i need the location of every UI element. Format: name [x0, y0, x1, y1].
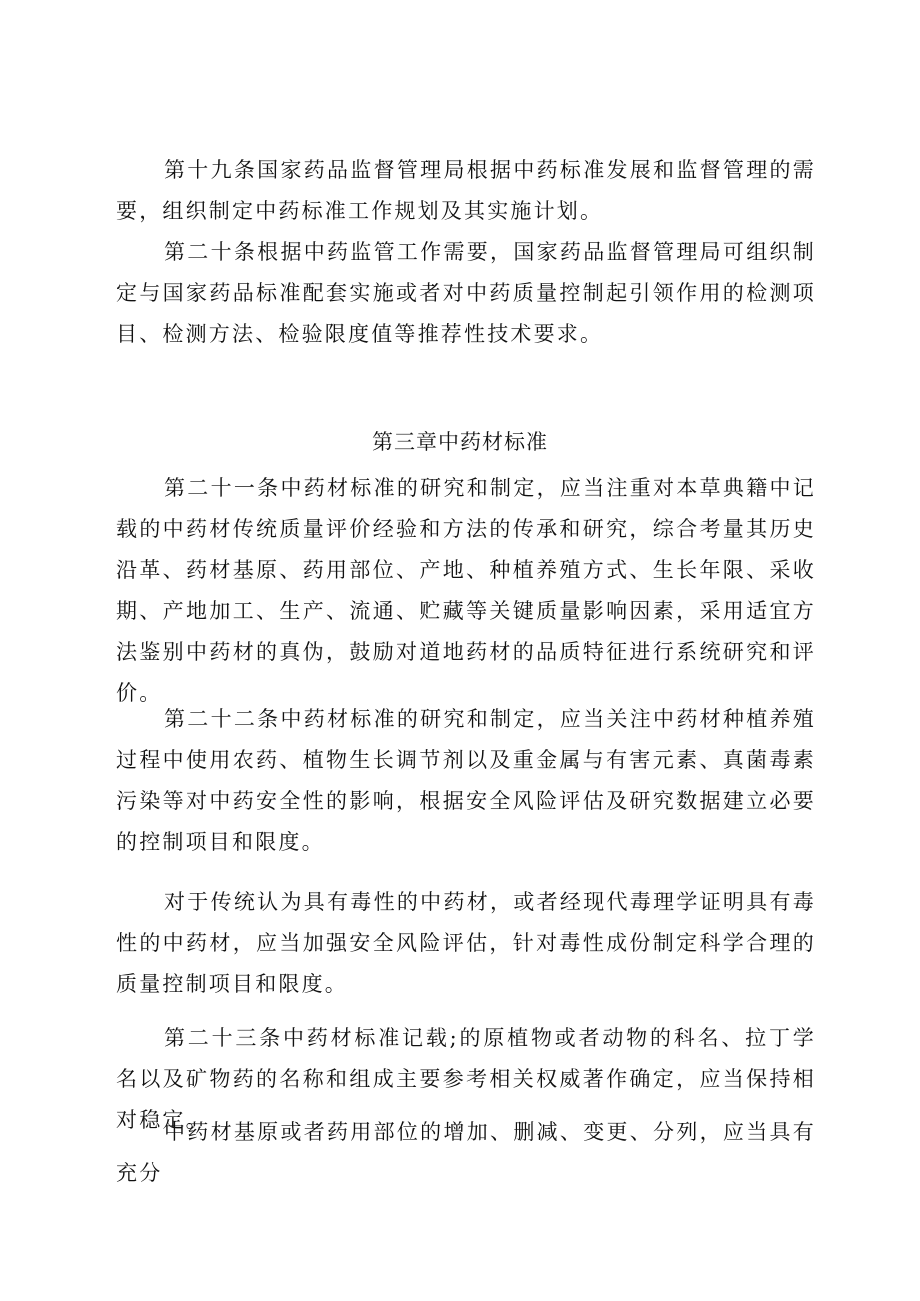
article-23-paragraph: 第二十三条中药材标准记载;的原植物或者动物的科名、拉丁学名以及矿物药的名称和组成主要参考相关权威著作确定，应当保持相对稳定。 — [116, 1026, 816, 1132]
article-20-paragraph: 第二十条根据中药监管工作需要，国家药品监督管理局可组织制定与国家药品标准配套实施或者对中药质量控制起引领作用的检测项目、检测方法、检验限度值等推荐性技术要求。 — [116, 240, 816, 346]
chapter-title: 第三章中药材标准 — [372, 430, 548, 454]
article-19-paragraph: 第十九条国家药品监督管理局根据中药标准发展和监督管理的需要，组织制定中药标准工作规划及其实施计划。 — [116, 158, 816, 223]
article-22-paragraph: 第二十二条中药材标准的研究和制定，应当关注中药材种植养殖过程中使用农药、植物生长调节剂以及重金属与有害元素、真菌毒素污染等对中药安全性的影响，根据安全风险评估及研究数据建立必要的控制项目和限度。 — [116, 707, 816, 854]
toxic-herbs-paragraph: 对于传统认为具有毒性的中药材，或者经现代毒理学证明具有毒性的中药材，应当加强安全风险评估，针对毒性成份制定科学合理的质量控制项目和限度。 — [116, 890, 816, 996]
article-21-paragraph: 第二十一条中药材标准的研究和制定，应当注重对本草典籍中记载的中药材传统质量评价经验和方法的传承和研究，综合考量其历史沿革、药材基原、药用部位、产地、种植养殖方式、生长年限、采收期、产地加工、生产、流通、贮藏等关键质量影响因素，采用适宜方法鉴别中药材的真伪，鼓励对道地药材的品质特征进行系统研究和评价。 — [116, 476, 816, 705]
origin-change-paragraph: 中药材基原或者药用部位的增加、删减、变更、分列，应当具有充分 — [116, 1120, 816, 1185]
